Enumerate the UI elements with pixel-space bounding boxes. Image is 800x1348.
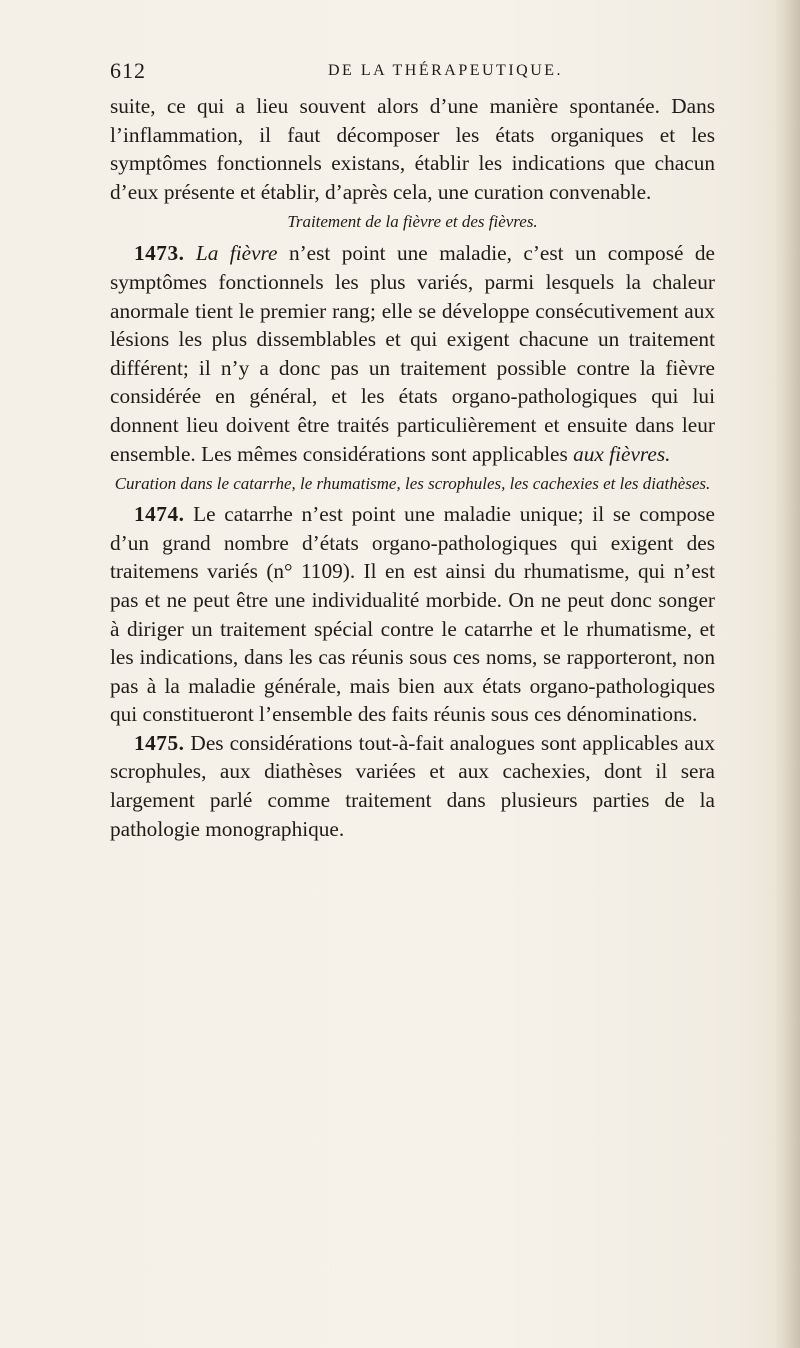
paragraph-number-1474: 1474. <box>134 502 185 527</box>
paragraph-intro: suite, ce qui a lieu souvent alors d’une manière spontanée. Dans l’inflammation, il faut décomposer les états organiques et les symptômes fonctionnels existans, établir les indications que chacun d’eux présente et établir, d’après cela, une curation convenable. <box>110 94 715 204</box>
paragraph-number-1473: 1473. <box>134 241 185 266</box>
running-header <box>110 58 710 88</box>
running-header-title: DE LA THÉRAPEUTIQUE. <box>328 62 564 79</box>
paragraph-1474-text: Le catarrhe n’est point une maladie unique; il se compose d’un grand nombre d’états organo-pathologiques qui exigent des traitemens variés (n° 1109). Il en est ainsi du rhumatisme, qui n’est pas et ne peut être une individualité morbide. On ne peut donc songer à diriger un traitement spécial contre le catarrhe et le rhumatisme, et les indications, dans les cas réunis sous ces noms, se rapporteront, non pas à la maladie générale, mais bien aux états organo-pathologiques qui constitueront l’ensemble des faits réunis sous ces dénominations. <box>110 502 715 727</box>
paragraph-1475 <box>110 729 715 843</box>
section-heading-fievres: Traitement de la fièvre et des fièvres. <box>287 212 538 232</box>
body-text <box>110 92 715 843</box>
paragraph-1475-text: Des considérations tout-à-fait analogues sont applicables aux scrophules, aux diathèses variées et aux cachexies, dont il sera largement parlé comme traitement dans plusieurs parties de la pathologie monographique. <box>110 730 715 841</box>
emphasis-aux-fievres: aux fièvres. <box>573 441 671 466</box>
emphasis-la-fievre: La fièvre <box>195 241 278 266</box>
paragraph-1473 <box>110 239 715 468</box>
paragraph-1473-text: n’est point une maladie, c’est un composé de symptômes fonctionnels les plus variés, parmi lesquels la chaleur anormale tient le premier rang; elle se développe consécutivement aux lésions les plus dissemblables et qui exigent chacune un traitement différent; il n’y a donc pas un traitement possible contre la fièvre considérée en général, et les états organo-pathologiques qui lui donnent lieu doivent être traités particulièrement et ensuite dans leur ensemble. Les mêmes considérations sont applicables <box>110 241 715 466</box>
page-edge-shadow <box>774 0 800 1348</box>
paragraph-number-1475: 1475. <box>134 730 185 755</box>
paragraph-1474 <box>110 500 715 729</box>
section-heading-curation: Curation dans le catarrhe, le rhumatisme, les scrophules, les cachexies et les diathèses. <box>114 474 711 494</box>
page-number: 612 <box>110 58 146 83</box>
